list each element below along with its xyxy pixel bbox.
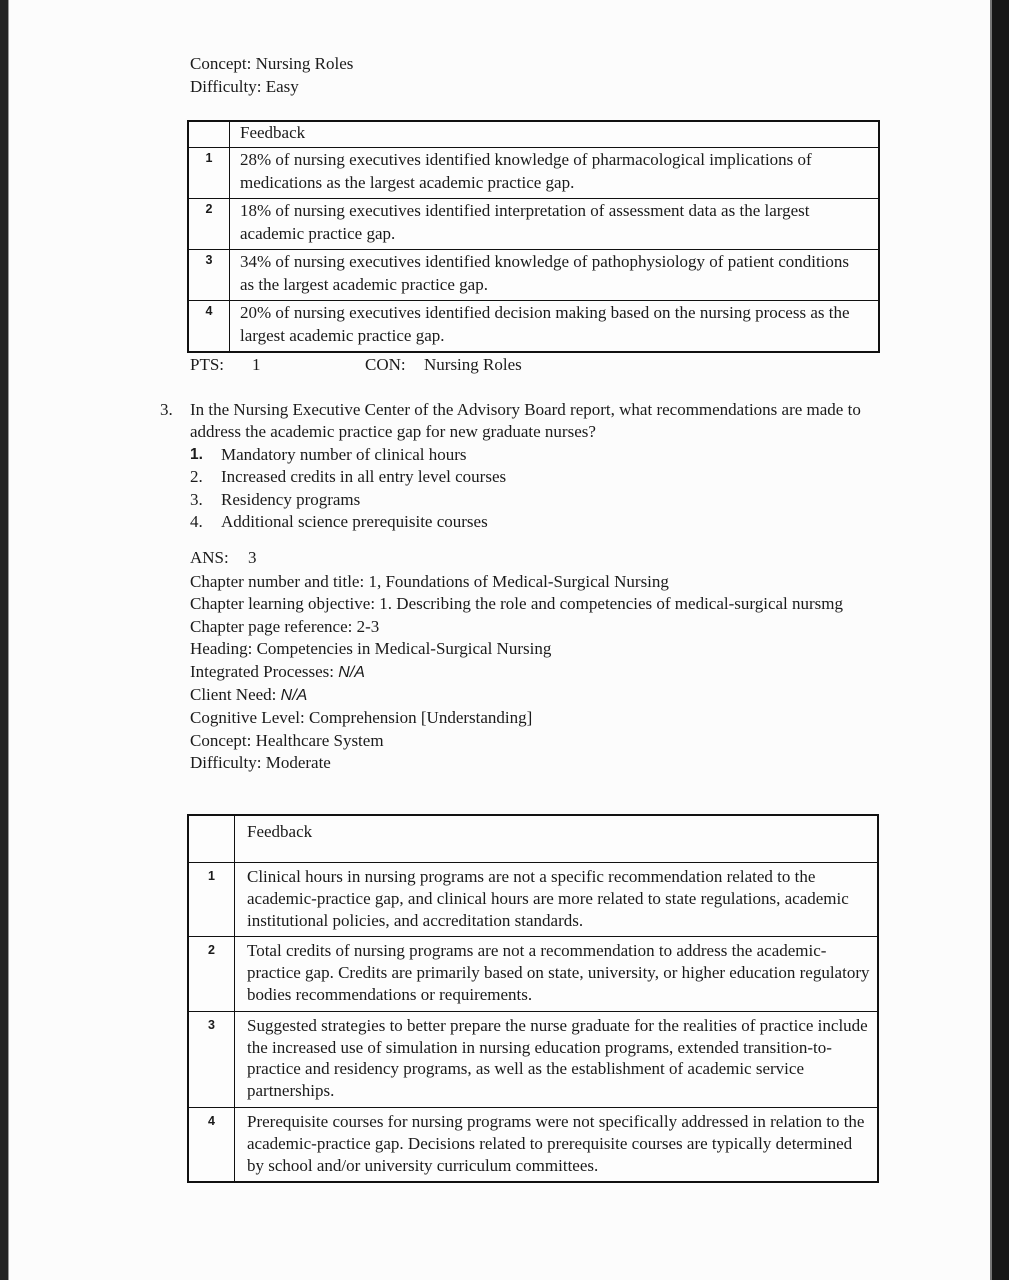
feedback-text: Suggested strategies to better prepare the nurse graduate for the realities of practice include the increased use of simulation in nursing education programs, extended transition-to-practice and residency programs, as well as the establishment of academic service partnerships. [235, 1011, 879, 1107]
cognitive-level-line: Cognitive Level: Comprehension [Understanding] [190, 708, 533, 728]
learning-objective-line: Chapter learning objective: 1. Describing the role and competencies of medical-surgical nursmg [190, 594, 844, 614]
pts-value: 1 [252, 355, 261, 374]
table-row [188, 1107, 878, 1182]
answer-option [190, 466, 790, 488]
answer-option [190, 511, 790, 533]
heading-line: Heading: Competencies in Medical-Surgical Nursing [190, 639, 552, 659]
feedback-text: 18% of nursing executives identified interpretation of assessment data as the largest academic practice gap. [230, 199, 880, 250]
row-number: 1 [188, 148, 230, 199]
left-scan-edge [0, 0, 9, 1280]
answer-options [190, 444, 790, 533]
integrated-processes-label: Integrated Processes: [190, 661, 339, 681]
row-number: 2 [188, 199, 230, 250]
client-need-value: N/A [280, 687, 308, 705]
feedback-text: 34% of nursing executives identified knowledge of pathophysiology of patient conditions as the largest academic practice gap. [230, 250, 880, 301]
table-row [188, 937, 878, 1011]
ans-value: 3 [248, 548, 257, 567]
table-row [188, 250, 879, 301]
question-number: 3. [160, 400, 173, 419]
con-value: Nursing Roles [424, 355, 522, 374]
header-number-cell [188, 815, 235, 863]
feedback-text: 20% of nursing executives identified decision making based on the nursing process as the largest academic practice gap. [230, 301, 880, 353]
table-header-row [188, 815, 878, 863]
page-reference-line: Chapter page reference: 2-3 [190, 616, 380, 636]
option-text: Residency programs [221, 489, 361, 509]
row-number: 2 [188, 937, 235, 1011]
integrated-processes-line [190, 661, 896, 684]
difficulty-line: Difficulty: Easy [190, 77, 299, 96]
row-number: 3 [188, 250, 230, 301]
difficulty-meta-line: Difficulty: Moderate [190, 753, 331, 773]
row-number: 4 [188, 301, 230, 353]
row-number: 4 [188, 1107, 235, 1182]
table-row [188, 301, 879, 353]
answer-line [190, 548, 490, 570]
feedback-text: Clinical hours in nursing programs are not a specific recommendation related to the academic-practice gap, and clinical hours are more related to state regulations, academic institutional policies, and accreditation standards. [235, 863, 879, 937]
answer-option [190, 444, 790, 466]
answer-metadata [190, 571, 896, 775]
concept-line: Concept: Nursing Roles [190, 54, 354, 73]
option-text: Mandatory number of clinical hours [221, 445, 467, 464]
pts-label: PTS: [190, 355, 225, 374]
table-row [188, 1011, 878, 1107]
concept-meta-line: Concept: Healthcare System [190, 730, 384, 750]
row-number: 1 [188, 863, 235, 937]
option-number: 4. [190, 511, 203, 531]
option-number: 3. [190, 489, 203, 509]
client-need-label: Client Need: [190, 685, 281, 705]
answer-option [190, 489, 790, 511]
pts-line [190, 355, 690, 377]
ans-label: ANS: [190, 548, 229, 567]
feedback-header-cell: Feedback [230, 121, 880, 148]
option-text: Increased credits in all entry level courses [221, 467, 507, 487]
table-row [188, 863, 878, 937]
right-scan-edge [990, 0, 1009, 1280]
question-text: In the Nursing Executive Center of the Advisory Board report, what recommendations are made to address the academic practice gap for new graduate nurses? [190, 400, 861, 442]
integrated-processes-value: N/A [338, 663, 365, 681]
feedback-table-2 [187, 814, 879, 1183]
feedback-text: Total credits of nursing programs are not a recommendation to address the academic-practice gap. Credits are primarily based on state, university, or higher education regulatory bodies recommendations or requirements. [235, 937, 879, 1011]
con-label: CON: [365, 355, 406, 374]
feedback-header-cell: Feedback [235, 815, 879, 863]
client-need-line [190, 684, 896, 707]
table-row [188, 199, 879, 250]
option-number: 1. [190, 446, 203, 463]
table-row [188, 148, 879, 199]
table-header-row [188, 121, 879, 148]
feedback-table-1 [187, 120, 880, 353]
chapter-number-line: Chapter number and title: 1, Foundations of Medical-Surgical Nursing [190, 572, 669, 591]
option-number: 2. [190, 467, 203, 487]
row-number: 3 [188, 1011, 235, 1107]
feedback-text: Prerequisite courses for nursing programs were not specifically addressed in relation to the academic-practice gap. Decisions related to prerequisite courses are typically determined by school and/or university curriculum committees. [235, 1107, 879, 1182]
feedback-text: 28% of nursing executives identified knowledge of pharmacological implications of medications as the largest academic practice gap. [230, 148, 880, 199]
option-text: Additional science prerequisite courses [221, 511, 488, 531]
header-number-cell [188, 121, 230, 148]
